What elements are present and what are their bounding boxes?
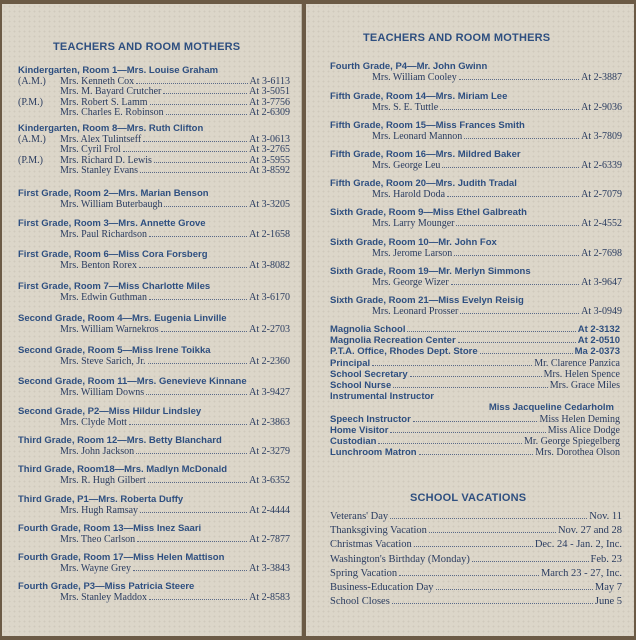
- school-contact-row: [330, 346, 620, 357]
- room-mother-row: [18, 593, 290, 604]
- teacher-block: [18, 495, 290, 516]
- phone-number: At 2-3887: [581, 71, 622, 83]
- phone-number: At 2-9036: [581, 101, 622, 113]
- contact-value: At 2-3132: [577, 324, 620, 335]
- room-mother-row: [330, 190, 622, 201]
- contact-role: Magnolia School: [330, 324, 406, 335]
- contact-value: Mr. Clarence Panzica: [534, 357, 620, 369]
- teacher-heading: Second Grade, P2—Miss Hildur Lindsley: [18, 406, 202, 417]
- phone-number: At 3-9427: [249, 386, 290, 398]
- room-mother-row: [18, 564, 290, 575]
- room-mother-row: [330, 103, 622, 114]
- school-contact-row: [330, 335, 620, 346]
- school-contact-row: [330, 380, 620, 391]
- dot-leader: [392, 603, 593, 604]
- contact-value: Miss Alice Dodge: [547, 424, 620, 436]
- teacher-heading: Sixth Grade, Room 9—Miss Ethel Galbreath: [330, 207, 527, 218]
- room-mother-name: Mrs. Clyde Mott: [60, 416, 127, 428]
- room-mother-name: Mrs. Edwin Guthman: [60, 291, 147, 303]
- dot-leader: [139, 267, 247, 268]
- dot-leader: [146, 394, 247, 395]
- teacher-heading: Kindergarten, Room 1—Mrs. Louise Graham: [18, 65, 219, 76]
- room-mother-name: Mrs. William Cooley: [372, 71, 457, 83]
- contact-role: Magnolia Recreation Center: [330, 335, 456, 347]
- dot-leader: [399, 575, 539, 576]
- school-contact-row: [330, 369, 620, 380]
- contact-role: Custodian: [330, 436, 377, 448]
- vacation-row: [330, 553, 622, 567]
- phone-number: At 3-8082: [249, 259, 290, 271]
- right-page: [306, 4, 634, 636]
- dot-leader: [164, 206, 247, 207]
- vacation-name: Business-Education Day: [330, 582, 434, 594]
- teacher-block: [18, 314, 290, 335]
- dot-leader: [419, 454, 534, 455]
- teacher-heading: Kindergarten, Room 8—Mrs. Ruth Clifton: [18, 123, 204, 134]
- teacher-heading: Sixth Grade, Room 19—Mr. Merlyn Simmons: [330, 266, 531, 277]
- teacher-block: [18, 553, 290, 574]
- room-mother-row: [18, 418, 290, 429]
- room-mother-row: [18, 476, 290, 487]
- teacher-heading: Fifth Grade, Room 14—Mrs. Miriam Lee: [330, 91, 508, 102]
- session-label: (A.M.): [18, 75, 46, 87]
- teacher-heading: Fourth Grade, P4—Mr. John Gwinn: [330, 61, 488, 72]
- dot-leader: [460, 313, 579, 314]
- room-mother-row: [18, 506, 290, 517]
- teacher-block: [330, 92, 622, 113]
- room-mother-name: Mrs. Alex Tulintseff: [60, 133, 142, 145]
- room-mother-row: [330, 73, 622, 84]
- room-mother-row: [330, 307, 622, 318]
- dot-leader: [150, 104, 248, 105]
- teacher-heading: Third Grade, P1—Mrs. Roberta Duffy: [18, 494, 184, 505]
- teacher-heading: Fifth Grade, Room 15—Miss Frances Smith: [330, 120, 525, 131]
- room-mother-row: [330, 132, 622, 143]
- teacher-block: [330, 121, 622, 142]
- dot-leader: [472, 561, 589, 562]
- vacation-name: School Closes: [330, 596, 390, 608]
- phone-number: At 3-6352: [249, 474, 290, 486]
- dot-leader: [480, 353, 573, 354]
- vacation-row: [330, 581, 622, 595]
- teacher-block: [330, 296, 622, 317]
- dot-leader: [378, 443, 522, 444]
- dot-leader: [137, 541, 247, 542]
- room-mother-name: Mrs. William Warnekros: [60, 323, 159, 335]
- session-label: (P.M.): [18, 154, 44, 166]
- teacher-block: [330, 238, 622, 259]
- room-mother-row: [18, 230, 290, 241]
- phone-number: At 2-3863: [249, 416, 290, 428]
- phone-number: At 3-0949: [581, 305, 622, 317]
- dot-leader: [161, 331, 247, 332]
- contact-role: Speech Instructor: [330, 413, 411, 425]
- teacher-block: [18, 250, 290, 271]
- teacher-heading: Fourth Grade, P3—Miss Patricia Steere: [18, 581, 195, 592]
- vacation-row: [330, 538, 622, 552]
- room-mother-row: [330, 161, 622, 172]
- room-mother-row: [18, 388, 290, 399]
- contact-value: Mrs. Grace Miles: [549, 380, 620, 392]
- teacher-block: [330, 150, 622, 171]
- room-mother-name: Mrs. Stanley Evans: [60, 165, 139, 177]
- dot-leader: [442, 167, 579, 168]
- dot-leader: [436, 589, 593, 590]
- teacher-block: [330, 62, 622, 83]
- room-mother-row: [18, 166, 290, 177]
- phone-number: At 3-6113: [249, 75, 290, 87]
- dot-leader: [447, 196, 579, 197]
- room-mother-name: Mrs. William Downs: [60, 386, 145, 398]
- room-mother-name: Mrs. Wayne Grey: [60, 562, 131, 574]
- room-mother-row: [18, 293, 290, 304]
- dot-leader: [458, 342, 576, 343]
- phone-number: At 2-2703: [249, 323, 290, 335]
- dot-leader: [454, 255, 579, 256]
- vacation-date: Nov. 11: [589, 511, 622, 522]
- vacation-row: [330, 524, 622, 538]
- room-mother-name: Mrs. Leonard Mannon: [372, 130, 463, 142]
- teacher-block: [18, 582, 290, 603]
- phone-number: At 2-7877: [249, 533, 290, 545]
- teacher-block: [18, 124, 290, 177]
- contact-role: Lunchroom Matron: [330, 447, 417, 459]
- phone-number: At 2-6339: [581, 159, 622, 171]
- vacation-list: [330, 510, 622, 609]
- phone-number: At 3-5955: [249, 154, 290, 166]
- vacation-date: March 23 - 27, Inc.: [540, 567, 622, 579]
- room-mother-name: Mrs. Harold Doda: [372, 188, 446, 200]
- teacher-heading: Second Grade, Room 5—Miss Irene Toikka: [18, 345, 211, 356]
- vacation-date: May 7: [594, 582, 622, 594]
- teacher-heading: Fifth Grade, Room 20—Mrs. Judith Tradal: [330, 178, 517, 189]
- vacation-name: Spring Vacation: [330, 567, 398, 579]
- school-contact-row: [330, 447, 620, 458]
- room-mother-name: Mrs. Kenneth Cox: [60, 75, 135, 87]
- dot-leader: [429, 532, 556, 533]
- teacher-block: [18, 219, 290, 240]
- room-mother-row: [18, 325, 290, 336]
- room-mother-name: Mrs. S. E. Tuttle: [372, 101, 439, 113]
- room-mother-row: [330, 219, 622, 230]
- phone-number: At 3-3205: [249, 198, 290, 210]
- teacher-block: [18, 189, 290, 210]
- phone-number: At 2-3279: [249, 445, 290, 457]
- right-heading: TEACHERS AND ROOM MOTHERS: [363, 32, 551, 44]
- room-mother-name: Mrs. Benton Rorex: [60, 259, 137, 271]
- room-mother-name: Mrs. John Jackson: [60, 445, 135, 457]
- teacher-block: [18, 66, 290, 119]
- teacher-heading: Second Grade, Room 4—Mrs. Eugenia Linville: [18, 313, 227, 324]
- teacher-heading: Fifth Grade, Room 16—Mrs. Mildred Baker: [330, 149, 521, 160]
- school-contact-row: [330, 358, 620, 369]
- session-label: (P.M.): [18, 96, 44, 108]
- teacher-block: [330, 208, 622, 229]
- vacation-row: [330, 510, 622, 524]
- dot-leader: [133, 570, 247, 571]
- contact-role: Instrumental Instructor: [330, 391, 434, 403]
- phone-number: At 2-7698: [581, 247, 622, 259]
- contact-role: School Secretary: [330, 368, 408, 380]
- school-contact-row: [330, 324, 620, 335]
- room-mother-row: [18, 535, 290, 546]
- contact-value: Mrs. Dorothea Olson: [535, 447, 620, 459]
- vacation-row: [330, 595, 622, 609]
- dot-leader: [129, 424, 247, 425]
- room-mother-row: [18, 447, 290, 458]
- dot-leader: [451, 284, 579, 285]
- phone-number: At 3-2765: [249, 144, 290, 156]
- phone-number: At 2-7079: [581, 188, 622, 200]
- room-mother-name: Mrs. Paul Richardson: [60, 228, 147, 240]
- teacher-block: [18, 465, 290, 486]
- room-mother-row: [18, 261, 290, 272]
- room-mother-name: Mrs. George Leu: [372, 159, 441, 171]
- dot-leader: [149, 599, 247, 600]
- teacher-block: [18, 524, 290, 545]
- vacation-date: Nov. 27 and 28: [557, 525, 622, 537]
- phone-number: At 2-6309: [249, 107, 290, 119]
- room-mother-name: Mrs. Richard D. Lewis: [60, 154, 152, 166]
- dot-leader: [136, 453, 247, 454]
- dot-leader: [407, 331, 575, 332]
- contact-value: At 2-0510: [577, 335, 620, 347]
- room-mother-name: Mrs. Stanley Maddox: [60, 591, 147, 603]
- dot-leader: [149, 236, 247, 237]
- dot-leader: [123, 151, 247, 152]
- dot-leader: [413, 421, 538, 422]
- dot-leader: [414, 546, 533, 547]
- dot-leader: [136, 83, 247, 84]
- teacher-heading: Fourth Grade, Room 17—Miss Helen Mattison: [18, 552, 225, 563]
- phone-number: At 2-4552: [581, 217, 622, 229]
- vacation-date: June 5: [594, 596, 622, 608]
- school-contact-row: [330, 391, 620, 402]
- phone-number: At 3-7756: [249, 96, 290, 108]
- school-contacts: [330, 324, 620, 458]
- contact-role: Home Visitor: [330, 424, 389, 436]
- room-mother-name: Mrs. Larry Mounger: [372, 217, 455, 229]
- vacation-date: Dec. 24 - Jan. 2, Inc.: [534, 539, 622, 551]
- room-mother-row: [330, 278, 622, 289]
- dot-leader: [149, 299, 247, 300]
- teacher-block: [18, 346, 290, 367]
- phone-number: At 3-5051: [249, 86, 290, 98]
- dot-leader: [456, 225, 579, 226]
- school-contact-row: [330, 425, 620, 436]
- teacher-heading: Sixth Grade, Room 21—Miss Evelyn Reisig: [330, 295, 524, 306]
- room-mother-name: Mrs. George Wizer: [372, 276, 449, 288]
- dot-leader: [459, 79, 579, 80]
- dot-leader: [372, 365, 532, 366]
- room-mother-name: Mrs. Charles E. Robinson: [60, 107, 164, 119]
- room-mother-row: [18, 357, 290, 368]
- dot-leader: [143, 141, 247, 142]
- dot-leader: [390, 432, 545, 433]
- dot-leader: [464, 138, 579, 139]
- room-mother-name: Mrs. M. Bayard Crutcher: [60, 86, 162, 98]
- dot-leader: [410, 376, 542, 377]
- room-mother-name: Mrs. Steve Sarich, Jr.: [60, 355, 146, 367]
- teacher-heading: First Grade, Room 7—Miss Charlotte Miles: [18, 281, 211, 292]
- school-contact-row: [330, 436, 620, 447]
- dot-leader: [154, 162, 247, 163]
- phone-number: At 2-2360: [249, 355, 290, 367]
- vacations-heading: SCHOOL VACATIONS: [410, 492, 527, 504]
- phone-number: At 2-1658: [249, 228, 290, 240]
- contact-role: School Nurse: [330, 380, 392, 392]
- teacher-heading: First Grade, Room 6—Miss Cora Forsberg: [18, 249, 208, 260]
- room-mother-name: Mrs. Leonard Prosser: [372, 305, 459, 317]
- room-mother-name: Mrs. R. Hugh Gilbert: [60, 474, 146, 486]
- phone-number: At 3-9647: [581, 276, 622, 288]
- dot-leader: [166, 114, 248, 115]
- left-heading: TEACHERS AND ROOM MOTHERS: [53, 41, 241, 53]
- dot-leader: [140, 172, 247, 173]
- contact-name-continued: Miss Jacqueline Cedarholm: [488, 402, 614, 414]
- dot-leader: [140, 512, 247, 513]
- left-page: [2, 4, 302, 636]
- room-mother-row: [18, 108, 290, 119]
- dot-leader: [393, 387, 547, 388]
- room-mother-name: Mrs. William Buterbaugh: [60, 198, 163, 210]
- school-contact-row: [330, 414, 620, 425]
- contact-value: Miss Helen Deming: [539, 413, 620, 425]
- dot-leader: [148, 363, 248, 364]
- vacation-name: Thanksgiving Vacation: [330, 525, 427, 537]
- dot-leader: [163, 93, 247, 94]
- phone-number: At 3-7809: [581, 130, 622, 142]
- room-mother-name: Mrs. Jerome Larson: [372, 247, 453, 259]
- contact-value: Mrs. Helen Spence: [543, 368, 620, 380]
- room-mother-row: [18, 200, 290, 211]
- dot-leader: [440, 109, 579, 110]
- teacher-heading: First Grade, Room 3—Mrs. Annette Grove: [18, 218, 206, 229]
- teacher-heading: Third Grade, Room 12—Mrs. Betty Blanchard: [18, 435, 222, 446]
- vacation-name: Washington's Birthday (Monday): [330, 553, 470, 565]
- teacher-block: [18, 377, 290, 398]
- teacher-block: [330, 179, 622, 200]
- teacher-heading: Third Grade, Room18—Mrs. Madlyn McDonald: [18, 464, 228, 475]
- teacher-heading: Sixth Grade, Room 10—Mr. John Fox: [330, 237, 497, 248]
- dot-leader: [148, 482, 247, 483]
- room-mother-name: Mrs. Robert S. Lamm: [60, 96, 148, 108]
- contact-value: Ma 2-0373: [574, 346, 620, 358]
- phone-number: At 3-8592: [249, 165, 290, 177]
- room-mother-name: Mrs. Cyril Frol: [60, 144, 121, 156]
- vacation-row: [330, 567, 622, 581]
- phone-number: At 2-4444: [249, 504, 290, 516]
- teacher-heading: Fourth Grade, Room 13—Miss Inez Saari: [18, 523, 202, 534]
- room-mother-name: Mrs. Hugh Ramsay: [60, 504, 139, 516]
- phone-number: At 3-6170: [249, 291, 290, 303]
- session-label: (A.M.): [18, 133, 46, 145]
- contact-value: Mr. George Spiegelberg: [523, 436, 620, 448]
- dot-leader: [390, 518, 587, 519]
- contact-role: P.T.A. Office, Rhodes Dept. Store: [330, 346, 478, 358]
- teacher-heading: First Grade, Room 2—Mrs. Marian Benson: [18, 188, 209, 199]
- room-mother-name: Mrs. Theo Carlson: [60, 533, 136, 545]
- room-mother-row: [330, 249, 622, 260]
- teacher-block: [18, 407, 290, 428]
- vacation-name: Christmas Vacation: [330, 539, 412, 551]
- contact-role: Principal: [330, 357, 371, 369]
- teacher-block: [330, 267, 622, 288]
- phone-number: At 3-0613: [249, 133, 290, 145]
- teacher-heading: Second Grade, Room 11—Mrs. Genevieve Kinnane: [18, 376, 247, 387]
- teacher-block: [18, 282, 290, 303]
- vacation-date: Feb. 23: [590, 553, 622, 565]
- phone-number: At 3-3843: [249, 562, 290, 574]
- vacation-name: Veterans' Day: [330, 511, 389, 522]
- phone-number: At 2-8583: [249, 591, 290, 603]
- teacher-block: [18, 436, 290, 457]
